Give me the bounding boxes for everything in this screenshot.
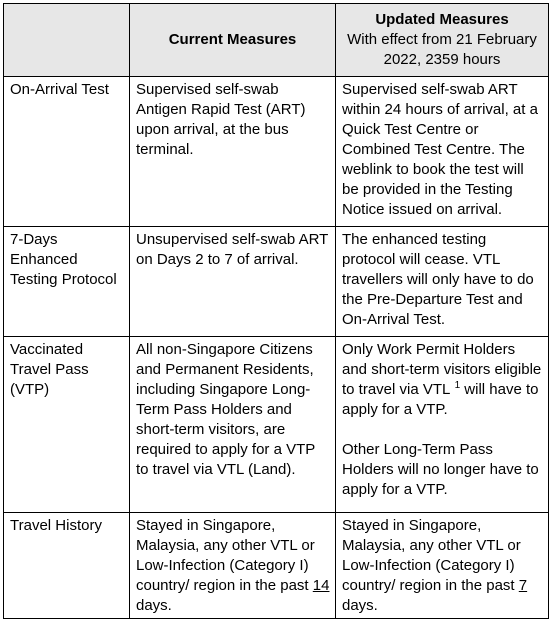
table-header-row xyxy=(4,4,549,77)
header-blank-cell xyxy=(4,4,130,77)
updated-vtp-paragraph-1 xyxy=(342,341,541,418)
header-updated-measures xyxy=(336,4,549,77)
paragraph-gap xyxy=(342,420,543,440)
updated-vtp-text-end: will have to apply for a VTP. xyxy=(342,381,539,418)
row-label: On-Arrival Test xyxy=(4,77,130,227)
current-measure-cell: Unsupervised self-swab ART on Days 2 to 7 of arrival. xyxy=(130,227,336,337)
travel-history-text: Stayed in Singapore, Malaysia, any other VTL or Low-Infection (Category I) country/ region in the past xyxy=(342,517,521,594)
updated-measure-cell xyxy=(336,337,549,513)
header-current-measures xyxy=(130,4,336,77)
travel-history-text: Stayed in Singapore, Malaysia, any other VTL or Low-Infection (Category I) country/ region in the past xyxy=(136,517,315,594)
updated-vtp-text: Only Work Permit Holders and short-term visitors eligible to travel via VTL xyxy=(342,341,542,398)
table-row xyxy=(4,513,549,619)
row-label: Travel History xyxy=(4,513,130,619)
current-measure-cell xyxy=(130,513,336,619)
updated-measure-cell: The enhanced testing protocol will cease. VTL travellers will only have to do the Pre-Departure Test and On-Arrival Test. xyxy=(336,227,549,337)
header-updated-effective-date: With effect from 21 February 2022, 2359 hours xyxy=(347,31,537,68)
days-count: 7 xyxy=(518,577,528,594)
current-measure-cell: Supervised self-swab Antigen Rapid Test (ART) upon arrival, at the bus terminal. xyxy=(130,77,336,227)
table-row xyxy=(4,337,549,513)
table-row xyxy=(4,227,549,337)
travel-history-text-end: days. xyxy=(136,597,172,614)
row-label: Vaccinated Travel Pass (VTP) xyxy=(4,337,130,513)
header-updated-title: Updated Measures xyxy=(375,11,509,28)
updated-vtp-paragraph-2: Other Long-Term Pass Holders will no longer have to apply for a VTP. xyxy=(342,441,539,498)
footnote-marker: 1 xyxy=(454,380,461,391)
table-row xyxy=(4,77,549,227)
updated-measure-cell xyxy=(336,513,549,619)
measures-table xyxy=(3,3,549,619)
header-current-label: Current Measures xyxy=(168,31,297,48)
updated-measure-cell: Supervised self-swab ART within 24 hours of arrival, at a Quick Test Centre or Combined Test Centre. The weblink to book the test will be provided in the Testing Notice issued on arrival. xyxy=(336,77,549,227)
current-measure-cell: All non-Singapore Citizens and Permanent Residents, including Singapore Long-Term Pass Holders and short-term visitors, are required to apply for a VTP to travel via VTL (Land). xyxy=(130,337,336,513)
row-label: 7-Days Enhanced Testing Protocol xyxy=(4,227,130,337)
days-count: 14 xyxy=(312,577,330,594)
travel-history-text-end: days. xyxy=(342,597,378,614)
